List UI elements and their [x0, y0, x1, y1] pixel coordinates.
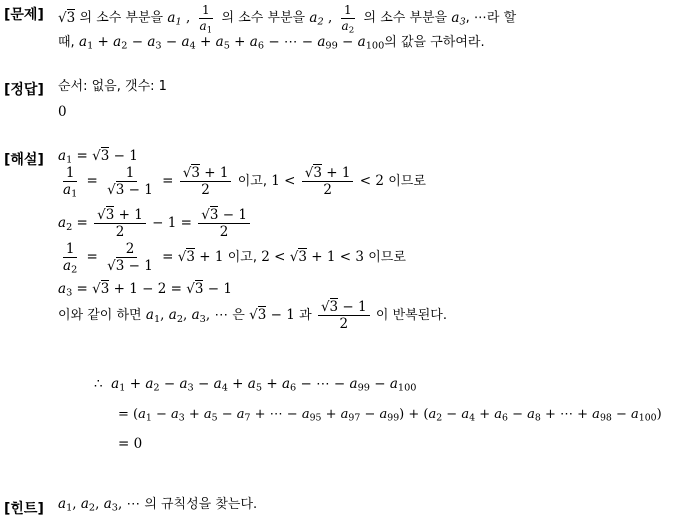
sol-text-pattern-a: 이와 같이 하면 [58, 308, 142, 324]
sol-text-pattern-c: 과 [299, 308, 312, 324]
sol-text-imeuro-2: 이므로 [368, 250, 406, 266]
solution-label: [해설] [4, 152, 44, 168]
sqrt3: √ 3 [58, 9, 75, 26]
problem-label: [문제] [4, 7, 44, 23]
problem-text-4: , ⋯라 할 [465, 10, 517, 26]
hint-text: 의 규칙성을 찾는다. [144, 497, 258, 512]
problem-text-6: 의 값을 구하여라. [384, 35, 485, 50]
sol-line-a1: $a_1$ = √ 3 − 1 [58, 150, 138, 164]
var-a3: $a_3$ [451, 9, 466, 28]
problem-line-1: √ 3 의 소수 부분을 $a_1$ , $\frac{1}{a_1}$ 의 소수 부분을 $a_2$ , $\frac{1}{a_2}$ 의 소수 부분을 $a_3$, ⋯라 할 [58, 4, 516, 32]
problem-text-5: 때, [58, 35, 75, 50]
var-a2: $a_2$ [309, 9, 324, 28]
sol-line-a2: $a_2$ = √ $\frac{3 + 1}{2}$ − 1 = √ $\frac{3 - 1}{2}$ [58, 208, 252, 239]
hint-line: $a_1$, $a_2$, $a_3$, ⋯ 의 규칙성을 찾는다. [58, 496, 258, 514]
problem-text-2: 의 소수 부분을 [221, 10, 306, 26]
problem-text-1: 의 소수 부분을 [79, 10, 164, 26]
sol-sum-line-2: = ($a_1 - a_3 + a_5 - a_7$ + ⋯ − $a_{95} + a_{97} - a_{99}) + (a_2 - a_4 + a_6 - a_8$ + ⋯ + $a_{98} - a_{100}$) [118, 407, 662, 424]
sol-line-pattern: 이와 같이 하면 $a_1$, $a_2$, $a_3$, ⋯ 은 √ 3 − 1 과 √ $\frac{3 - 1}{2}$ 이 반복된다. [58, 300, 447, 331]
sol-sum-line-1: ∴ $a_1 + a_2 - a_3 - a_4 + a_5 + a_6$ − ⋯ − $a_{99} - a_{100}$ [94, 376, 417, 394]
problem-line-2 [58, 36, 485, 50]
answer-meta: 순서: 없음, 갯수: 1 [58, 79, 167, 94]
var-a1: $a_1$ [167, 9, 182, 28]
sol-text-isgo-1: 이고, [237, 174, 267, 190]
sol-text-pattern-b: 은 [232, 308, 245, 324]
sol-line-inverse-a2: $\frac{1}{a_2}$ = 2 √ 3 − 1 = √ 3 + 1 이고, 2 < √ 3 + 1 < 3 이므로 [58, 242, 406, 273]
sol-text-pattern-d: 이 반복된다. [375, 308, 447, 324]
frac-1-over-a2: $\frac{1}{a_2}$ [341, 3, 355, 35]
sol-text-isgo-2: 이고, [227, 250, 257, 266]
problem-expression: $a_1 + a_2 - a_3 - a_4 + a_5 + a_6$ − ⋯ − $a_{99} - a_{100}$ [79, 34, 385, 52]
sol-line-inverse-a1: $\frac{1}{a_1}$ = 1 √ 3 − 1 = √ $\frac{3 + 1}{2}$ 이고, 1 < √ $\frac{3 + 1}{2}$ < 2 이므로 [58, 166, 426, 197]
sol-text-imeuro-1: 이므로 [388, 174, 426, 190]
frac-1-over-a1: $\frac{1}{a_1}$ [199, 3, 213, 35]
sol-sum-result: = 0 [118, 436, 143, 452]
answer-label: [정답] [4, 82, 44, 98]
problem-text-3: 의 소수 부분을 [363, 10, 448, 26]
hint-label: [힌트] [4, 501, 44, 517]
sol-line-a3: $a_3$ = √ 3 + 1 − 2 = √ 3 − 1 [58, 283, 232, 297]
answer-value: 0 [58, 104, 67, 120]
